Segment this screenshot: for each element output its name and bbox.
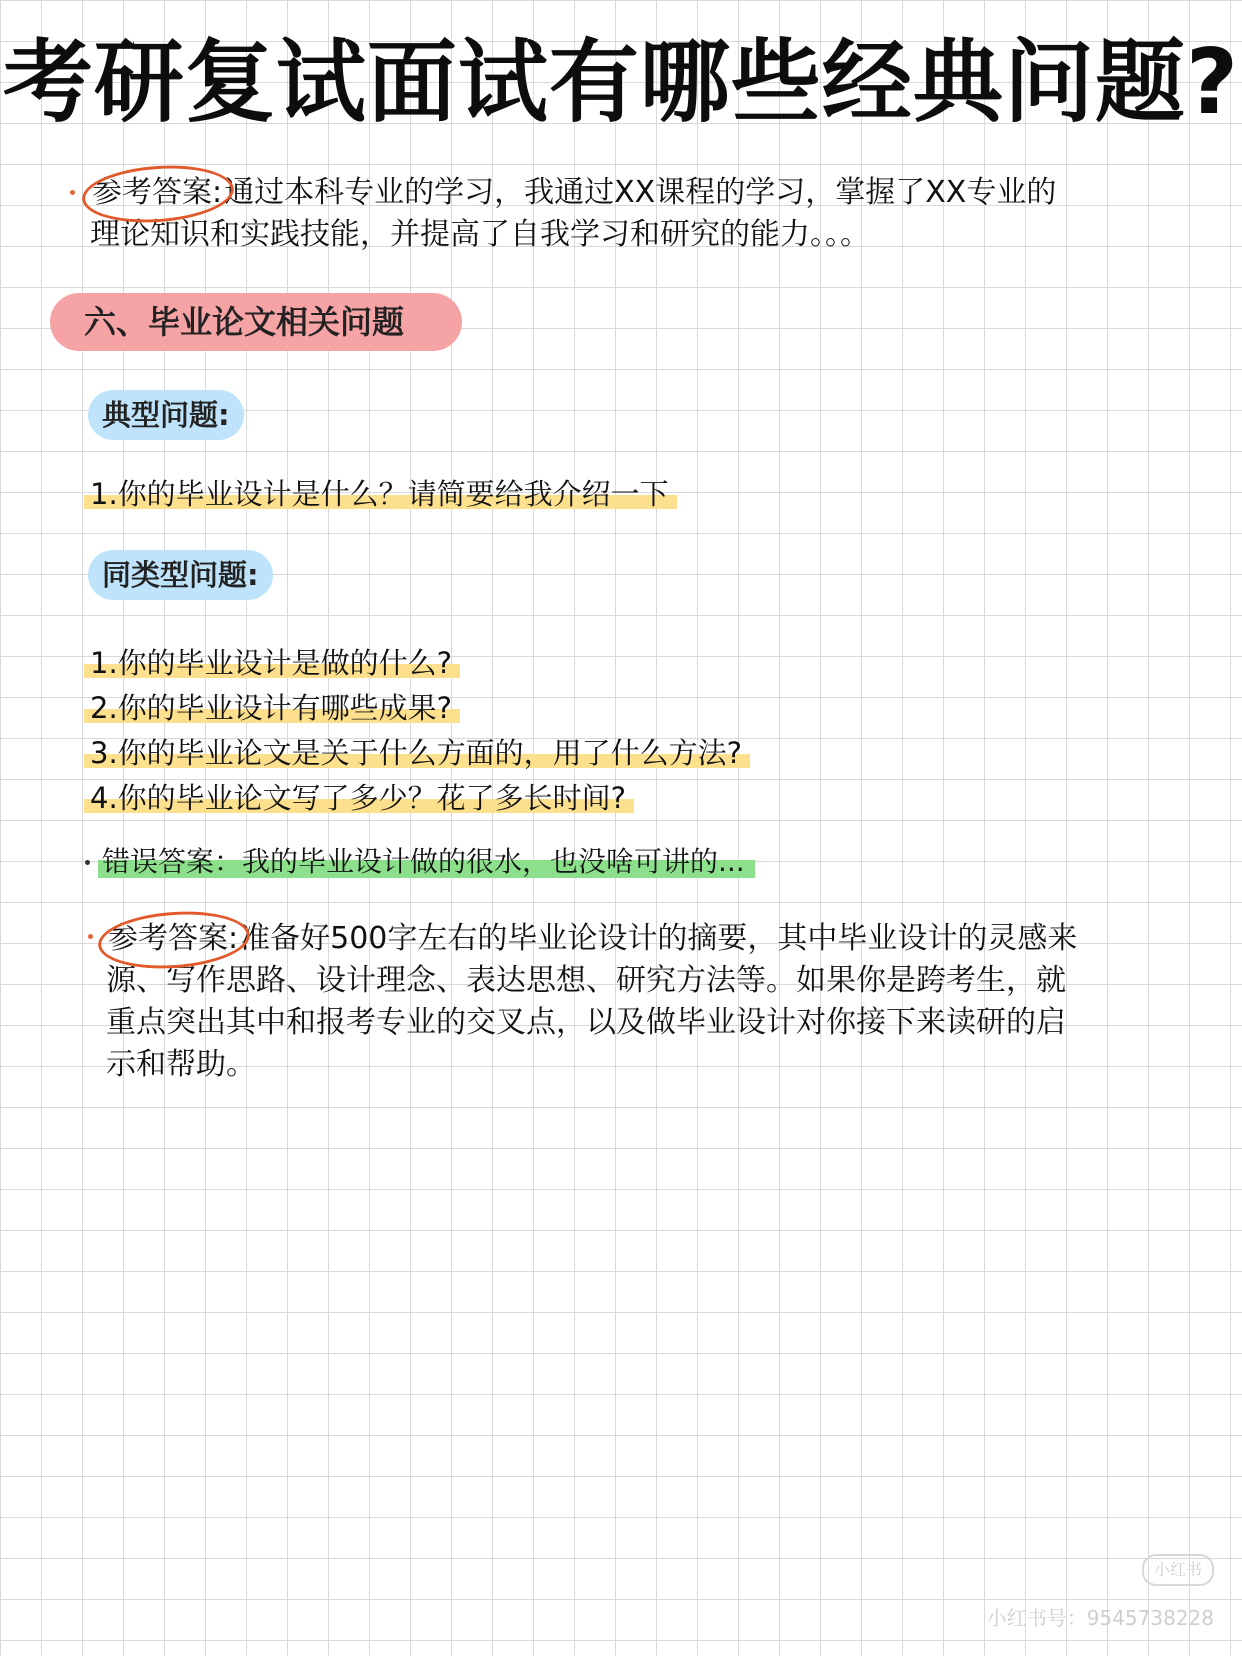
section-heading: 六、毕业论文相关问题: [50, 293, 462, 351]
similar-question: 2.你的毕业设计有哪些成果?: [84, 688, 460, 728]
bullet-dot: [88, 934, 93, 939]
typical-question: 1.你的毕业设计是什么？请简要给我介绍一下: [84, 474, 677, 514]
reference-answer-text-2: 理论知识和实践技能，并提高了自我学习和研究的能力。。。: [90, 217, 870, 252]
reference-answer-label: 参考答案:: [90, 172, 224, 214]
page-title: 考研复试面试有哪些经典问题?: [2, 30, 1240, 135]
reference-answer-line: 源、写作思路、设计理念、表达思想、研究方法等。如果你是跨考生，就: [106, 963, 1066, 998]
reference-answer-line: 准备好500字左右的毕业论设计的摘要，其中毕业设计的灵感来: [240, 921, 1078, 956]
bullet-dot: [70, 190, 75, 195]
reference-answer-line: 示和帮助。: [106, 1047, 256, 1082]
watermark-id: 小红书号：9545738228: [986, 1606, 1214, 1630]
reference-answer-label: 参考答案:: [106, 918, 240, 960]
reference-answer-2: [106, 918, 1226, 1086]
similar-question: 3.你的毕业论文是关于什么方面的，用了什么方法?: [84, 733, 750, 773]
similar-questions-list: [84, 643, 750, 823]
similar-question: 1.你的毕业设计是做的什么?: [84, 643, 460, 683]
watermark-logo: 小红书: [1142, 1554, 1214, 1586]
wrong-answer: 错误答案：我的毕业设计做的很水，也没啥可讲的...: [98, 842, 755, 882]
watermark: [987, 1554, 1214, 1632]
bullet-dot: [85, 860, 90, 865]
similar-question: 4.你的毕业论文写了多少？花了多长时间?: [84, 778, 634, 818]
similar-questions-label: 同类型问题:: [88, 550, 273, 600]
reference-answer-1: [90, 172, 1220, 256]
reference-answer-text: 通过本科专业的学习，我通过XX课程的学习，掌握了XX专业的: [224, 175, 1057, 210]
reference-answer-line: 重点突出其中和报考专业的交叉点，以及做毕业设计对你接下来读研的启: [106, 1005, 1066, 1040]
typical-question-label: 典型问题:: [88, 390, 244, 440]
